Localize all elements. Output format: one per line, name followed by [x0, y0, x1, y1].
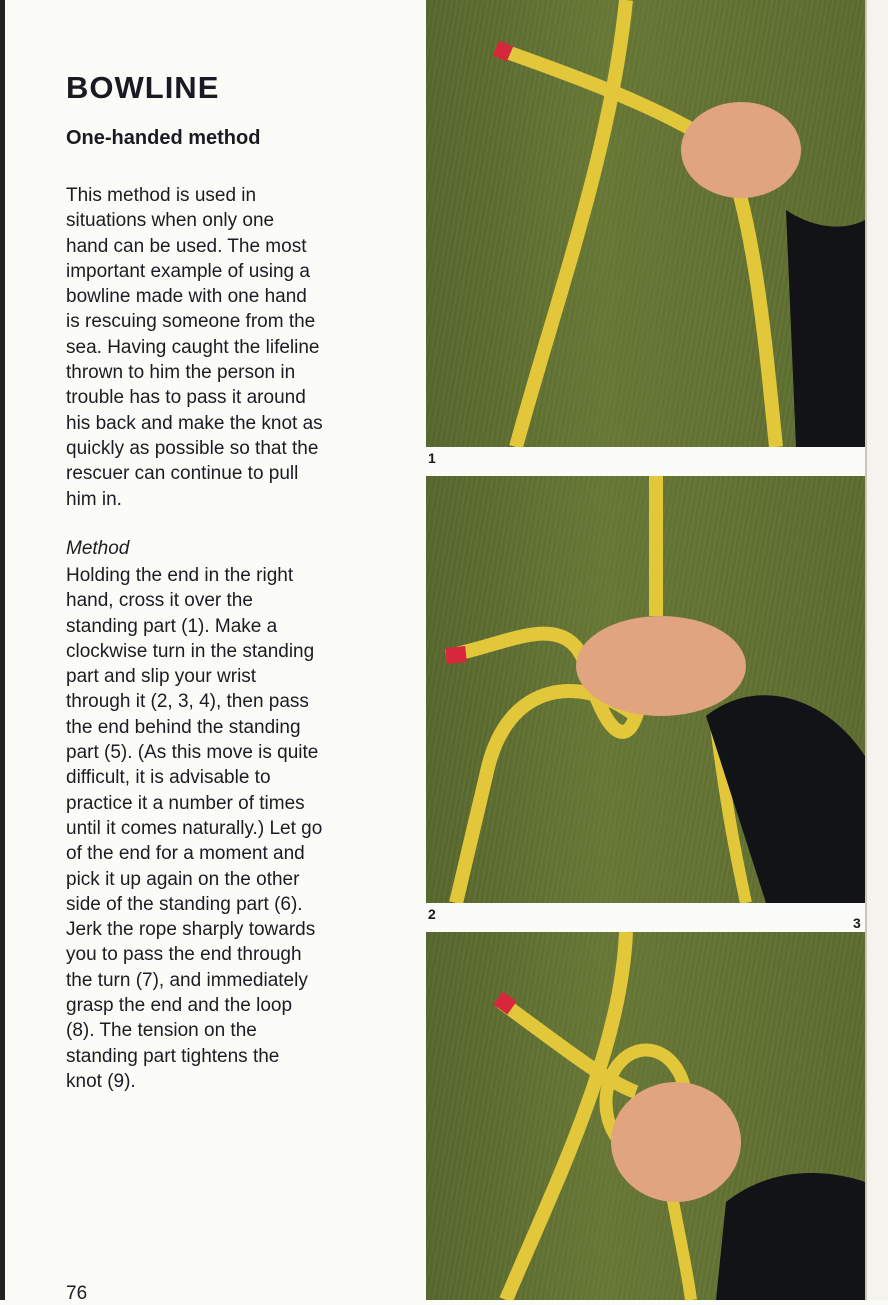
text-line: him in. [66, 488, 122, 510]
text-line: the turn (7), and immediately [66, 969, 308, 991]
text-line: standing part tightens the [66, 1045, 280, 1067]
text-line: important example of using a [66, 260, 310, 282]
text-line: part and slip your wrist [66, 666, 257, 688]
text-line: difficult, it is advisable to [66, 767, 271, 789]
photo-caption-3: 3 [853, 915, 861, 931]
photo-step-3 [426, 932, 865, 1300]
page-number: 76 [66, 1283, 88, 1304]
text-line: sea. Having caught the lifeline [66, 336, 320, 358]
photo-caption-2: 2 [428, 906, 436, 922]
text-line: hand, cross it over the [66, 590, 253, 612]
method-heading: Method [66, 538, 130, 559]
page-title: BOWLINE [66, 70, 220, 105]
text-line: hand can be used. The most [66, 235, 307, 257]
photo-step-2 [426, 476, 865, 903]
rope-illustration [426, 476, 865, 903]
text-line: part (5). (As this move is quite [66, 742, 319, 764]
text-line: Holding the end in the right [66, 565, 294, 586]
text-line: clockwise turn in the standing [66, 640, 315, 662]
text-line: This method is used in [66, 185, 257, 206]
page-right-margin [865, 0, 888, 1300]
text-line: is rescuing someone from the [66, 311, 316, 333]
text-line: through it (2, 3, 4), then pass [66, 691, 309, 713]
text-line: situations when only one [66, 210, 275, 232]
text-line: of the end for a moment and [66, 843, 305, 865]
text-line: until it comes naturally.) Let go [66, 817, 323, 839]
text-line: grasp the end and the loop [66, 995, 293, 1017]
photo-step-1 [426, 0, 865, 447]
page-edge [0, 0, 5, 1300]
text-line: knot (9). [66, 1070, 136, 1092]
method-paragraph [66, 563, 322, 1094]
intro-paragraph [66, 183, 323, 512]
text-line: pick it up again on the other [66, 868, 300, 890]
rope-illustration [426, 0, 865, 447]
text-line: side of the standing part (6). [66, 893, 303, 915]
text-line: Jerk the rope sharply towards [66, 919, 316, 941]
text-line: quickly as possible so that the [66, 437, 319, 459]
text-line: rescuer can continue to pull [66, 463, 299, 485]
text-line: thrown to him the person in [66, 362, 296, 384]
photo-caption-1: 1 [428, 450, 436, 466]
text-line: standing part (1). Make a [66, 615, 278, 637]
rope-illustration [426, 932, 865, 1300]
text-line: bowline made with one hand [66, 286, 307, 308]
text-line: practice it a number of times [66, 792, 305, 814]
text-line: his back and make the knot as [66, 412, 323, 434]
text-line: (8). The tension on the [66, 1020, 257, 1042]
text-line: the end behind the standing [66, 716, 301, 738]
text-line: trouble has to pass it around [66, 387, 306, 409]
text-line: you to pass the end through [66, 944, 302, 966]
section-subtitle: One-handed method [66, 127, 261, 149]
